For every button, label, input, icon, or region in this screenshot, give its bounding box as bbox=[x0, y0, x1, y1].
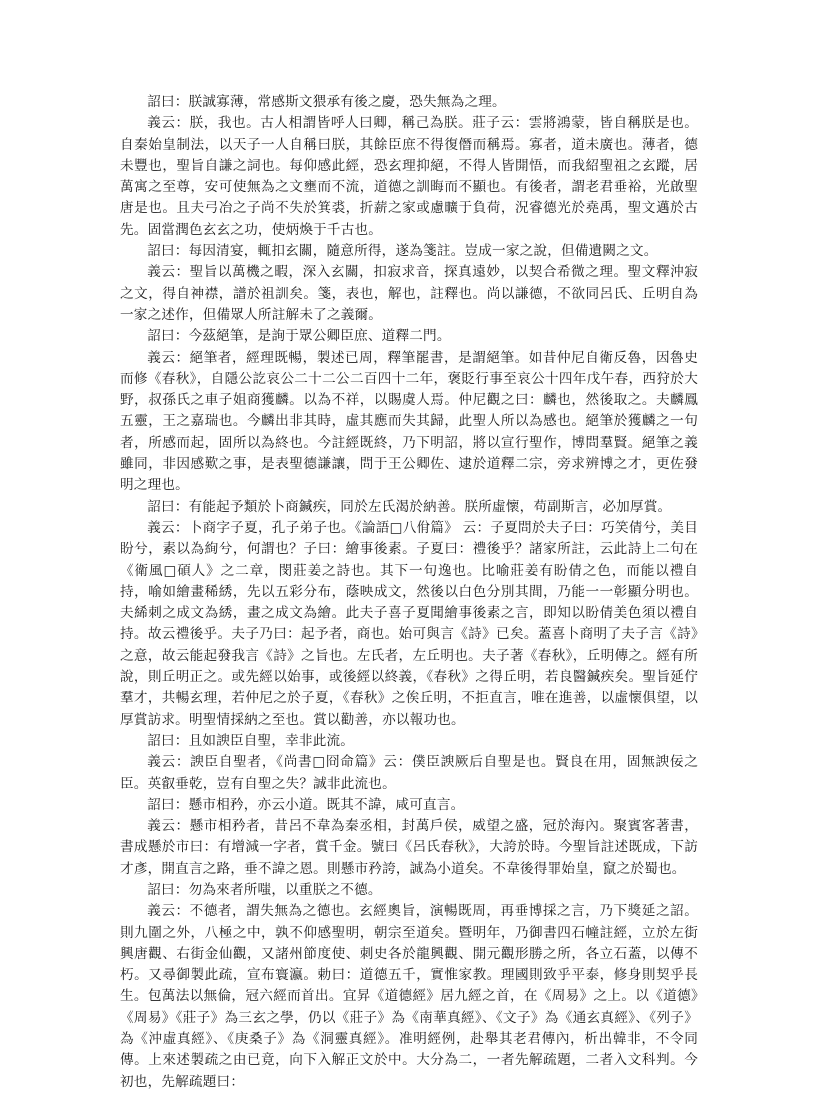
commentary-paragraph: 義云：絕筆者，經理既暢，製述已周，釋筆罷書，是謂絕筆。如昔仲尼自衛反魯，因魯史而修《春秋》，自隱公訖哀公二十二公二百四十二年，褒貶行事至哀公十四年戊午春，西狩於大野，叔孫氏之車子姐商獲麟。以為不祥，以賜虞人焉。仲尼觀之曰：麟也，然後取之。夫麟鳳五靈，王之嘉瑞也。今麟出非其時，虛其應而失其歸，此聖人所以為感也。絕筆於獲麟之一句者，所感而起，固所以為終也。今註經既終，乃下明詔，將以宣行聖作，博問羣賢。絕筆之義雖同，非因感歎之事，是表聖德謙讓，問于王公卿佐、逮於道釋二宗，旁求辨博之才，更佐發明之理也。 bbox=[120, 349, 698, 494]
document-body bbox=[120, 92, 698, 1093]
edict-paragraph: 詔曰：懸市相矜，亦云小道。既其不諱，咸可直言。 bbox=[147, 796, 465, 813]
edict-paragraph: 詔曰：有能起予類於卜商鍼疾，同於左氏渴於納善。朕所虛懷，苟副斯言，必加厚賞。 bbox=[147, 498, 672, 515]
commentary-paragraph: 義云：懸市相矜者，昔呂不韋為秦丞相，封萬戶侯，威望之盛，冠於海內。聚賓客著書，書成懸於市曰：有增減一字者，賞千金。號曰《呂氏春秋》，大誇於時。今聖旨註述既成，下訪才彥，開直言之路，垂不諱之恩。則懸市矜誇，誠為小道矣。不韋後得罪始皇，竄之於蜀也。 bbox=[120, 818, 698, 877]
edict-paragraph: 詔曰：勿為來者所嗤，以重朕之不德。 bbox=[147, 881, 382, 898]
commentary-paragraph: 義云：聖旨以萬機之暇，深入玄關，扣寂求音，探真遠妙，以契合希微之理。聖文釋沖寂之文，得自神襟，譜於祖訓矣。箋，表也，解也，註釋也。尚以謙德，不欲同呂氏、丘明自為一家之述作，但備眾人所註解未了之義爾。 bbox=[120, 264, 698, 323]
commentary-paragraph: 義云：諛臣自聖者，《尚書□冏命篇》云：僕臣諛厥后自聖是也。賢良在用，固無諛佞之臣。英叡垂乾，豈有自聖之失？誠非此流也。 bbox=[120, 754, 698, 792]
commentary-paragraph: 義云：朕，我也。古人相謂皆呼人曰卿，稱己為朕。莊子云：雲將鴻蒙，皆自稱朕是也。自秦始皇制法，以天子一人自稱曰朕，其餘臣庶不得復僭而稱焉。寡者，道未廣也。薄者，德未豐也，聖旨自謙之詞也。每仰感此經，恐玄理抑絕，不得人皆開悟，而我紹聖祖之玄蹤，居萬寓之至尊，安可使無為之文壅而不流，道德之訓晦而不顯也。有後者，謂老君垂裕，光啟聖唐是也。且夫弓冶之子尚不失於箕裘，折薪之家或慮曠于負荷，況睿德光於堯禹，聖文邁於古先。固當潤色玄玄之功，使炳煥于千古也。 bbox=[120, 115, 698, 238]
edict-paragraph: 詔曰：朕誠寡薄，常感斯文猥承有後之慶，恐失無為之理。 bbox=[147, 94, 506, 110]
edict-paragraph: 詔曰：每因清宴，輒扣玄關，隨意所得，遂為箋註。豈成一家之說，但備遺闕之文。 bbox=[147, 243, 658, 260]
edict-paragraph: 詔曰：今茲絕筆，是詢于眾公卿臣庶、道釋二門。 bbox=[147, 328, 451, 345]
edict-paragraph: 詔曰：且如諛臣自聖，幸非此流。 bbox=[147, 732, 355, 749]
commentary-paragraph: 義云：不德者，謂失無為之德也。玄經奧旨，演暢既周，再垂博採之言，乃下獎延之詔。則九圍之外，八極之中，孰不仰感聖明，朝宗至道矣。暨明年，乃御書四石幢註經，立於左街興唐觀、右街金仙觀，又諸州節度使、刺史各於龍興觀、開元觀形勝之所，各立石蓋，以傳不朽。又尋御製此疏，宣布寰瀛。勅曰：道德五千，實惟家教。理國則致乎平泰，修身則契乎長生。包萬法以無倫，冠六經而首出。宜昇《道德經》居九經之首，在《周易》之上。以《道德》《周易》《莊子》為三玄之學，仍以《莊子》為《南華真經》、《文子》為《通玄真經》、《列子》為《沖虛真經》、《庚桑子》為《洞靈真經》。准明經例，赴舉其老君傳內，析出韓非，不令同傳。上來述製疏之由已竟，向下入解正文於中。大分為二，一者先解疏題，二者入文科判。今初也，先解疏題曰： bbox=[120, 903, 698, 1090]
commentary-paragraph: 義云：卜商字子夏，孔子弟子也。《論語□八佾篇》 云：子夏問於夫子曰：巧笑倩兮，美目盼兮，素以為絢兮，何謂也？子曰：繪事後素。子夏曰：禮後乎？諸家所註，云此詩上二句在《衛風□碩人》之二章，閔莊姜之詩也。其下一句逸也。比喻莊姜有盼倩之色，而能以禮自持，喻如繪畫稀綉，先以五彩分布，蔭映成文，然後以白色分別其間，乃能一一彰顯分明也。夫絺刺之成文為綉，畫之成文為繪。此夫子喜子夏聞繪事後素之言，即知以盼倩美色須以禮自持。故云禮後乎。夫子乃曰：起予者，商也。始可與言《詩》已矣。蓋喜卜商明了夫子言《詩》之意，故云能起發我言《詩》之旨也。左氏者，左丘明也。夫子著《春秋》，丘明傳之。經有所說，則丘明正之。或先經以始事，或後經以終義，《春秋》之得丘明，若良醫鍼疾矣。聖旨延佇羣才，共暢玄理，若仲尼之於子夏，《春秋》之俟丘明，不拒直言，唯在進善，以虛懷俱望，以厚賞訪求。明聖情採納之至也。賞以勸善，亦以報功也。 bbox=[120, 519, 698, 728]
